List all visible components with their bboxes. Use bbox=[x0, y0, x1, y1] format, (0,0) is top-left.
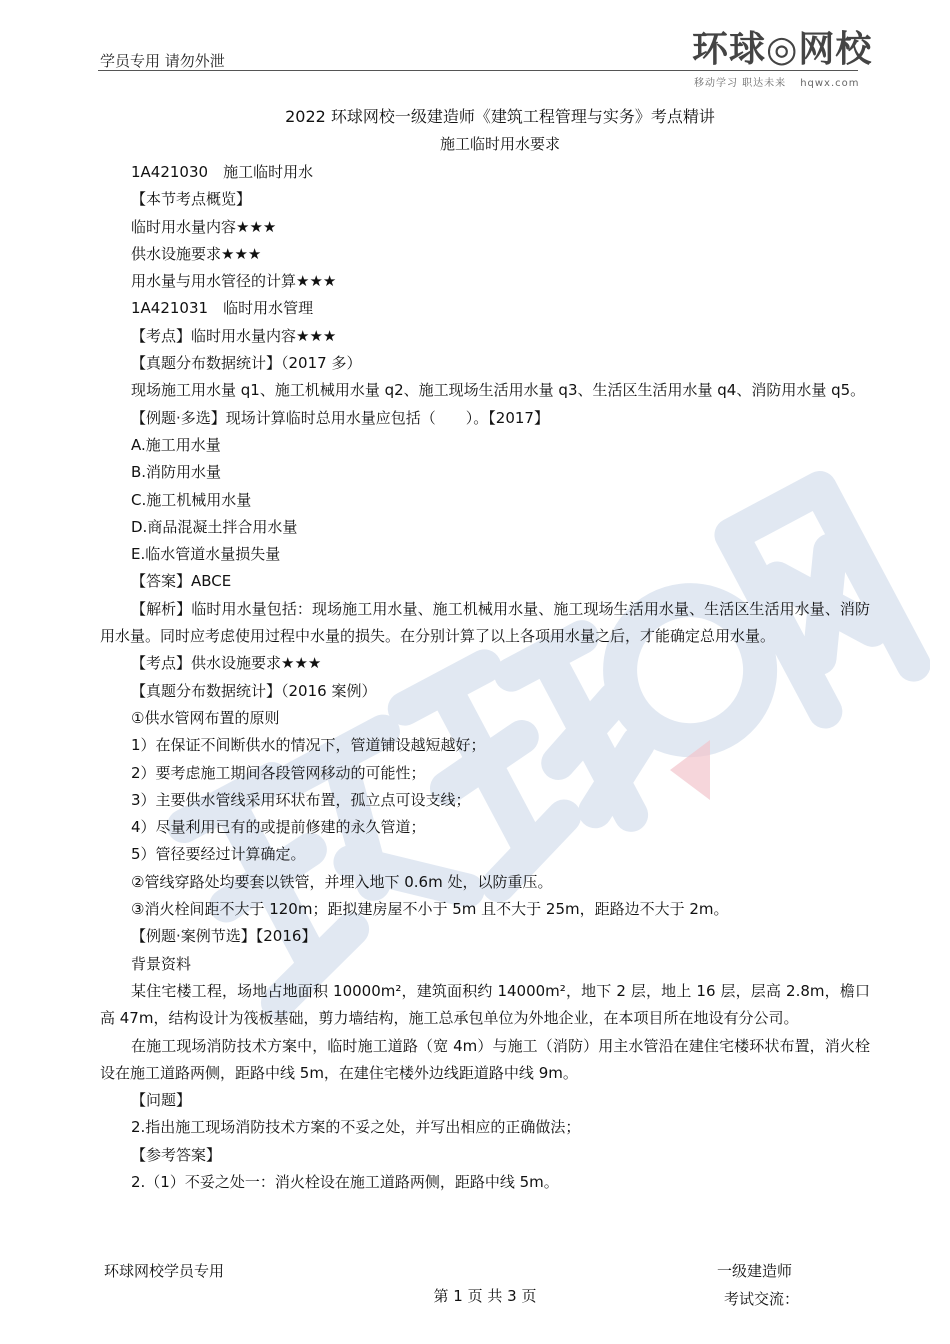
text-line: ①供水管网布置的原则 bbox=[131, 708, 280, 727]
text-line: 在施工现场消防技术方案中，临时施工道路（宽 4m）与施工（消防）用主水管沿在建住宅楼环状布置，消火栓设在施工道路两侧，距路中线 5m，在建住宅楼外边线距道路中线 9m。 bbox=[100, 1036, 870, 1082]
text-line: 2.指出施工现场消防技术方案的不妥之处，并写出相应的正确做法； bbox=[131, 1118, 581, 1137]
text-line: 1）在保证不间断供水的情况下，管道铺设越短越好； bbox=[131, 736, 486, 755]
footer-exam-name: 一级建造师 bbox=[717, 1262, 793, 1280]
text-line: 3）主要供水管线采用环状布置，孤立点可设支线； bbox=[131, 790, 471, 809]
text-line: 【例题·多选】现场计算临时总用水量应包括（ ）。【2017】 bbox=[131, 408, 549, 427]
logo-domain: hqwx.com bbox=[800, 78, 860, 89]
text-line: B.消防用水量 bbox=[131, 463, 222, 482]
brand-logo bbox=[692, 28, 873, 89]
text-line: 【例题·案例节选】【2016】 bbox=[131, 927, 317, 946]
text-line: 【考点】临时用水量内容★★★ bbox=[131, 326, 337, 345]
logo-slogan: 移动学习 职达未来 bbox=[694, 78, 787, 89]
text-line: D.商品混凝土拌合用水量 bbox=[131, 517, 298, 536]
document-body bbox=[100, 159, 870, 1196]
footer-exchange-label: 考试交流： bbox=[724, 1290, 800, 1308]
text-line: 【问题】 bbox=[131, 1091, 192, 1110]
text-line: 【真题分布数据统计】（2016 案例） bbox=[131, 681, 377, 700]
text-line: 背景资料 bbox=[131, 954, 192, 973]
text-line: 【本节考点概览】 bbox=[131, 190, 252, 209]
text-line: A.施工用水量 bbox=[131, 435, 221, 454]
page-number: 第 1 页 共 3 页 bbox=[433, 1287, 537, 1305]
document-subtitle: 施工临时用水要求 bbox=[439, 135, 560, 153]
text-line: 【解析】临时用水量包括：现场施工用水量、施工机械用水量、施工现场生活用水量、生活区生活用水量、消防用水量。同时应考虑使用过程中水量的损失。在分别计算了以上各项用水量之后，才能确定总用水量。 bbox=[100, 599, 870, 646]
text-line: C.施工机械用水量 bbox=[131, 490, 252, 509]
text-line: 现场施工用水量 q1、施工机械用水量 q2、施工现场生活用水量 q3、生活区生活用水量 q4、消防用水量 q5。 bbox=[131, 381, 866, 400]
text-line: 供水设施要求★★★ bbox=[131, 244, 262, 263]
logo-text: 环球◎网校 bbox=[692, 29, 873, 70]
footer-left-text: 环球网校学员专用 bbox=[104, 1262, 225, 1280]
text-line: 【答案】ABCE bbox=[131, 572, 232, 591]
text-line: ②管线穿路处均要套以铁管，并埋入地下 0.6m 处，以防重压。 bbox=[131, 872, 553, 891]
text-line: 临时用水量内容★★★ bbox=[131, 217, 277, 236]
text-line: 2）要考虑施工期间各段管网移动的可能性； bbox=[131, 763, 426, 782]
logo-tagline bbox=[694, 74, 860, 89]
text-line: 1A421030 施工临时用水 bbox=[131, 163, 314, 181]
text-line: 某住宅楼工程，场地占地面积 10000m²，建筑面积约 14000m²，地下 2 层，地上 16 层，层高 2.8m，檐口高 47m，结构设计为筏板基础，剪力墙结构，施工总承包单位为外地企业，在本项目所在地设有分公司。 bbox=[100, 981, 870, 1028]
text-line: E.临水管道水量损失量 bbox=[131, 545, 281, 564]
text-line: 【参考答案】 bbox=[131, 1145, 222, 1164]
text-line: 5）管径要经过计算确定。 bbox=[131, 845, 306, 864]
text-line: ③消火栓间距不大于 120m；距拟建房屋不小于 5m 且不大于 25m，距路边不大于 2m。 bbox=[131, 900, 729, 919]
text-line: 2.（1）不妥之处一：消火栓设在施工道路两侧，距路中线 5m。 bbox=[131, 1172, 559, 1191]
header-confidential-note: 学员专用 请勿外泄 bbox=[100, 52, 225, 70]
text-line: 【真题分布数据统计】（2017 多） bbox=[131, 354, 362, 373]
text-line: 4）尽量利用已有的或提前修建的永久管道； bbox=[131, 818, 426, 837]
document-title: 2022 环球网校一级建造师《建筑工程管理与实务》考点精讲 bbox=[285, 107, 715, 126]
text-line: 1A421031 临时用水管理 bbox=[131, 299, 314, 318]
text-line: 【考点】供水设施要求★★★ bbox=[131, 654, 322, 673]
text-line: 用水量与用水管径的计算★★★ bbox=[131, 272, 337, 291]
